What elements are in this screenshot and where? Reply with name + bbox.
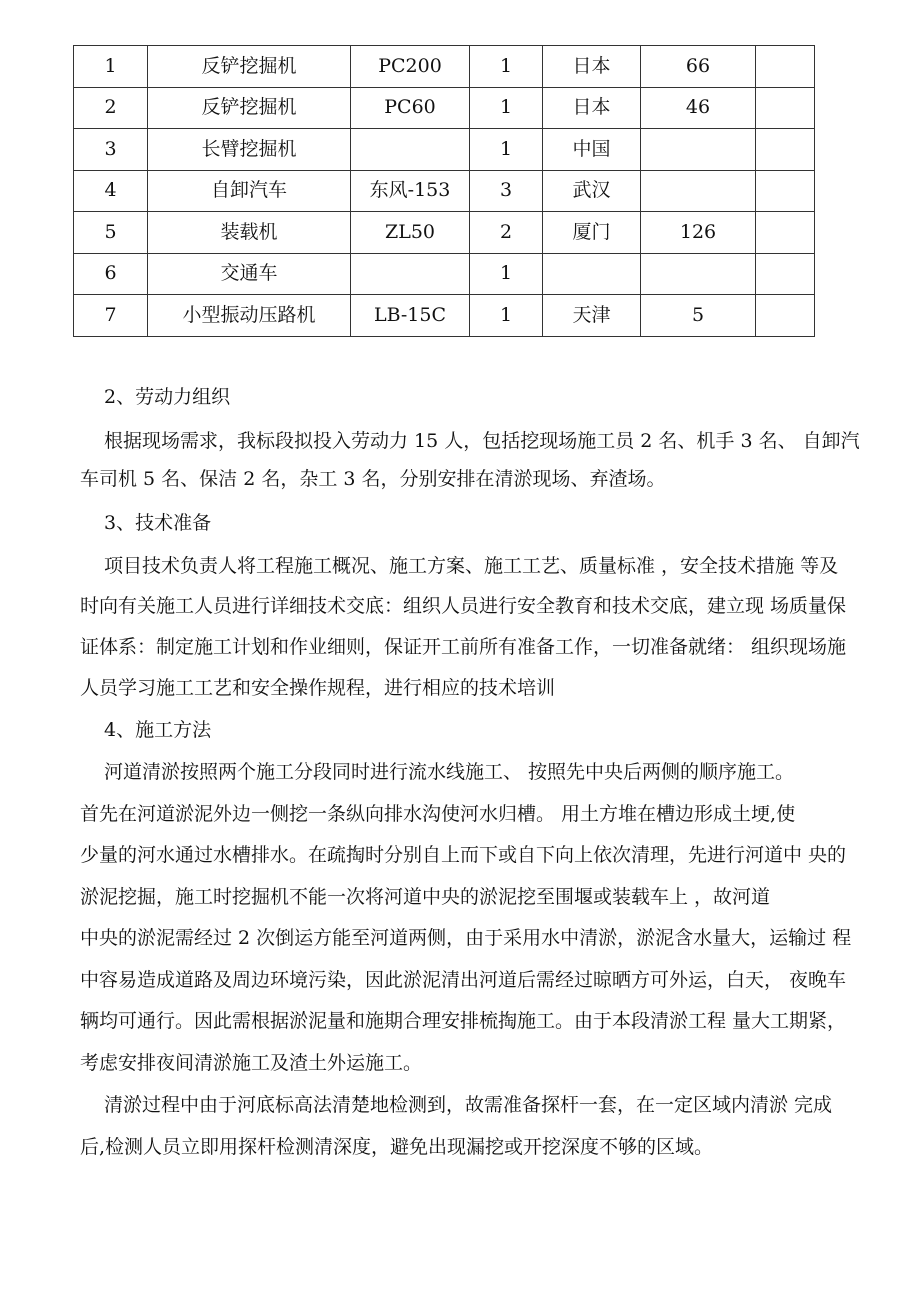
cell-remark (756, 129, 815, 171)
cell-index: 1 (74, 46, 148, 88)
table-row (74, 46, 815, 88)
equipment-table (73, 45, 815, 337)
cell-index: 5 (74, 212, 148, 254)
cell-origin: 中国 (543, 129, 641, 171)
paragraph-line: 项目技术负责人将工程施工概况、施工方案、施工工艺、质量标准 ，安全技术措施 等及 (104, 555, 839, 577)
cell-remark (756, 46, 815, 88)
cell-quantity: 3 (470, 170, 543, 212)
paragraph-line: 考虑安排夜间清淤施工及渣土外运施工。 (80, 1052, 423, 1074)
cell-machine-name: 反铲挖掘机 (148, 87, 351, 129)
cell-power: 5 (641, 295, 756, 337)
section-heading-method: 4、施工方法 (104, 719, 212, 741)
table-row (74, 87, 815, 129)
cell-index: 2 (74, 87, 148, 129)
cell-model (351, 129, 470, 171)
cell-power (641, 253, 756, 295)
paragraph-line: 河道清淤按照两个施工分段同时进行流水线施工、 按照先中央后两侧的顺序施工。 (104, 761, 795, 783)
cell-quantity: 1 (470, 87, 543, 129)
table-row (74, 170, 815, 212)
paragraph-line: 辆均可通行。因此需根据淤泥量和施期合理安排梳掏施工。由于本段清淤工程 量大工期紧， (80, 1010, 847, 1032)
cell-origin: 日本 (543, 87, 641, 129)
cell-index: 7 (74, 295, 148, 337)
cell-power (641, 170, 756, 212)
table-row (74, 253, 815, 295)
cell-origin: 日本 (543, 46, 641, 88)
cell-remark (756, 170, 815, 212)
paragraph-line: 少量的河水通过水槽排水。在疏掏时分别自上而下或自下向上依次清理，先进行河道中 央的 (80, 844, 847, 866)
paragraph-line: 根据现场需求，我标段拟投入劳动力 15 人，包括挖现场施工员 2 名、机手 3 名、 自卸汽 (104, 430, 860, 452)
cell-index: 3 (74, 129, 148, 171)
section-heading-tech: 3、技术准备 (104, 512, 212, 534)
cell-remark (756, 253, 815, 295)
cell-quantity: 1 (470, 129, 543, 171)
cell-remark (756, 212, 815, 254)
cell-origin: 武汉 (543, 170, 641, 212)
cell-model: 东风-153 (351, 170, 470, 212)
cell-model: ZL50 (351, 212, 470, 254)
paragraph-line: 时向有关施工人员进行详细技术交底：组织人员进行安全教育和技术交底，建立现 场质量保 (80, 595, 847, 617)
paragraph-line: 后,检测人员立即用探杆检测清深度，避免出现漏挖或开挖深度不够的区域。 (80, 1136, 714, 1158)
paragraph-line: 中容易造成道路及周边环境污染，因此淤泥清出河道后需经过晾晒方可外运，白天， 夜晚车 (80, 969, 847, 991)
table-row (74, 129, 815, 171)
cell-model (351, 253, 470, 295)
cell-index: 4 (74, 170, 148, 212)
cell-origin (543, 253, 641, 295)
cell-remark (756, 87, 815, 129)
cell-quantity: 1 (470, 46, 543, 88)
table-row (74, 212, 815, 254)
paragraph-line: 人员学习施工工艺和安全操作规程，进行相应的技术培训 (80, 677, 556, 699)
cell-origin: 厦门 (543, 212, 641, 254)
paragraph-line: 清淤过程中由于河底标高法清楚地检测到，故需准备探杆一套，在一定区域内清淤 完成 (104, 1094, 833, 1116)
cell-remark (756, 295, 815, 337)
cell-model: PC60 (351, 87, 470, 129)
cell-model: LB-15C (351, 295, 470, 337)
paragraph-line: 淤泥挖掘，施工时挖掘机不能一次将河道中央的淤泥挖至围堰或装载车上 ，故河道 (80, 886, 771, 908)
cell-machine-name: 长臂挖掘机 (148, 129, 351, 171)
cell-machine-name: 小型振动压路机 (148, 295, 351, 337)
paragraph-line: 中央的淤泥需经过 2 次倒运方能至河道两侧，由于采用水中清淤，淤泥含水量大，运输过 程 (80, 927, 852, 949)
cell-quantity: 1 (470, 253, 543, 295)
cell-machine-name: 自卸汽车 (148, 170, 351, 212)
cell-machine-name: 装载机 (148, 212, 351, 254)
cell-quantity: 2 (470, 212, 543, 254)
cell-quantity: 1 (470, 295, 543, 337)
cell-power (641, 129, 756, 171)
cell-origin: 天津 (543, 295, 641, 337)
cell-model: PC200 (351, 46, 470, 88)
cell-index: 6 (74, 253, 148, 295)
table-row (74, 295, 815, 337)
paragraph-line: 证体系：制定施工计划和作业细则，保证开工前所有准备工作，一切准备就绪： 组织现场施 (80, 636, 847, 658)
cell-machine-name: 反铲挖掘机 (148, 46, 351, 88)
cell-power: 46 (641, 87, 756, 129)
cell-power: 126 (641, 212, 756, 254)
cell-machine-name: 交通车 (148, 253, 351, 295)
section-heading-labor: 2、劳动力组织 (104, 386, 231, 408)
paragraph-line: 车司机 5 名、保洁 2 名，杂工 3 名，分别安排在清淤现场、弃渣场。 (80, 468, 666, 490)
cell-power: 66 (641, 46, 756, 88)
paragraph-line: 首先在河道淤泥外边一侧挖一条纵向排水沟使河水归槽。 用土方堆在槽边形成土埂,使 (80, 803, 796, 825)
